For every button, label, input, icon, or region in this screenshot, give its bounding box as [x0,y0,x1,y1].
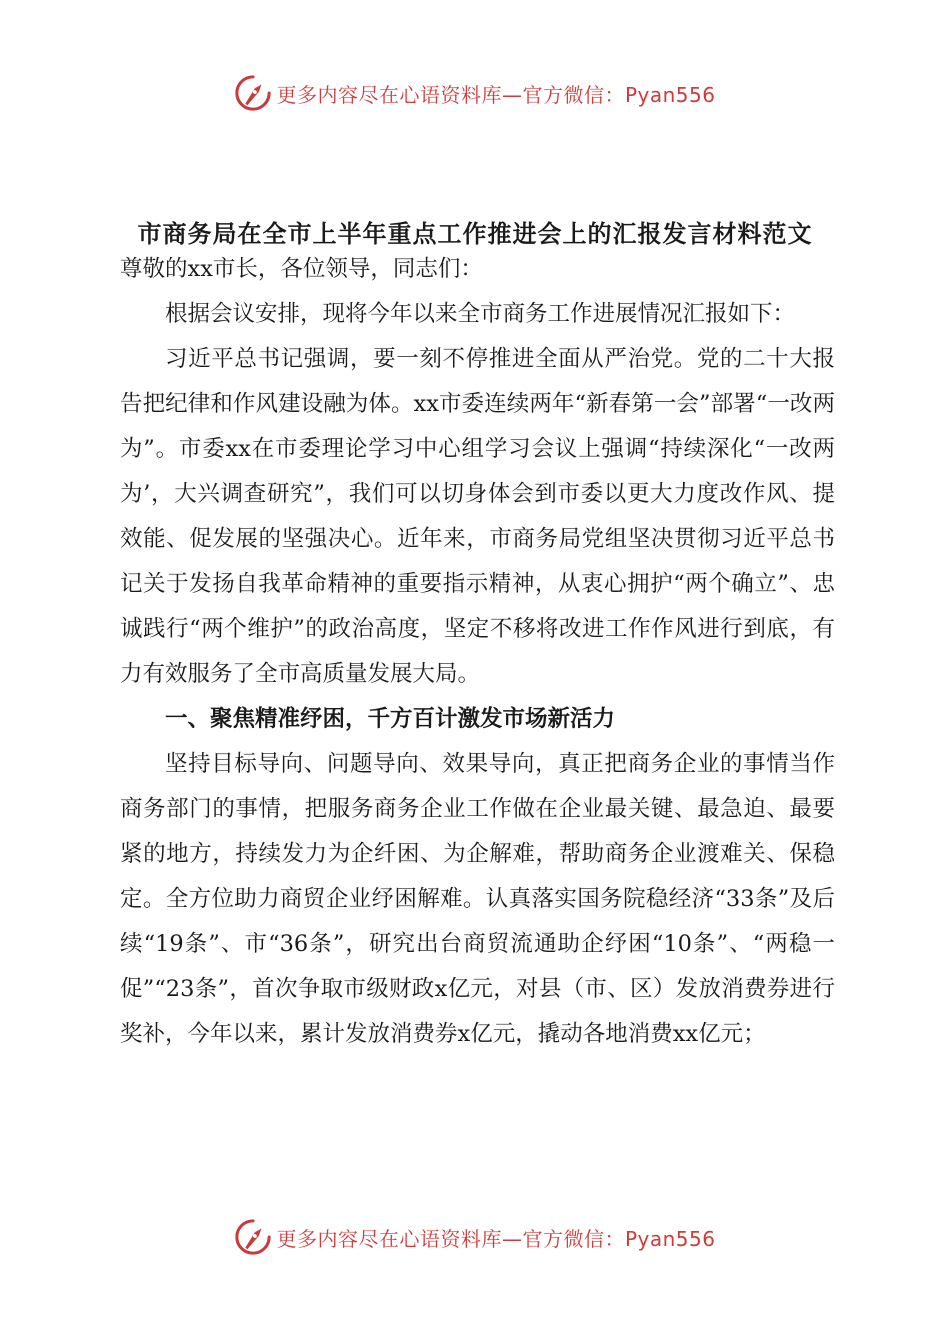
pen-nib-circle-icon [234,74,272,112]
pen-nib-circle-icon [234,1218,272,1256]
section-1-paragraph: 坚持目标导向、问题导向、效果导向，真正把商务企业的事情当作商务部门的事情，把服务商务企业工作做在企业最关键、最急迫、最要紧的地方，持续发力为企纤困、为企解难，帮助商务企业渡难关、保稳定。全方位助力商贸企业纾困解难。认真落实国务院稳经济“33条”及后续“19条”、市“36条”，研究出台商贸流通助企纾困“10条”、“两稳一促”“23条”，首次争取市级财政x亿元，对县（市、区）发放消费券进行奖补，今年以来，累计发放消费券x亿元，撬动各地消费xx亿元； [120,751,835,1047]
section-heading-1: 一、聚焦精准纾困，千方百计激发市场新活力 [165,706,616,732]
watermark-banner-top [0,68,950,118]
body-paragraph-background: 习近平总书记强调，要一刻不停推进全面从严治党。党的二十大报告把纪律和作风建设融为体。xx市委连续两年“新春第一会”部署“一改两为”。市委xx在市委理论学习中心组学习会议上强调“持续深化“一改两为’，大兴调查研究”，我们可以切身体会到市委以更大力度改作风、提效能、促发展的坚强决心。近年来，市商务局党组坚决贯彻习近平总书记关于发扬自我革命精神的重要指示精神，从衷心拥护“两个确立”、忠诚践行“两个维护”的政治高度，坚定不移将改进工作作风进行到底，有力有效服务了全市高质量发展大局。 [120,346,835,687]
document-title: 市商务局在全市上半年重点工作推进会上的汇报发言材料范文 [137,219,813,248]
watermark-banner-bottom [0,1212,950,1262]
watermark-text: 更多内容尽在心语资料库—官方微信：Pyan556 [276,82,716,107]
salutation: 尊敬的xx市长，各位领导，同志们： [120,256,483,282]
watermark-text: 更多内容尽在心语资料库—官方微信：Pyan556 [276,1226,716,1251]
document-body [120,247,835,1057]
body-paragraph-intro: 根据会议安排，现将今年以来全市商务工作进展情况汇报如下： [165,301,796,327]
